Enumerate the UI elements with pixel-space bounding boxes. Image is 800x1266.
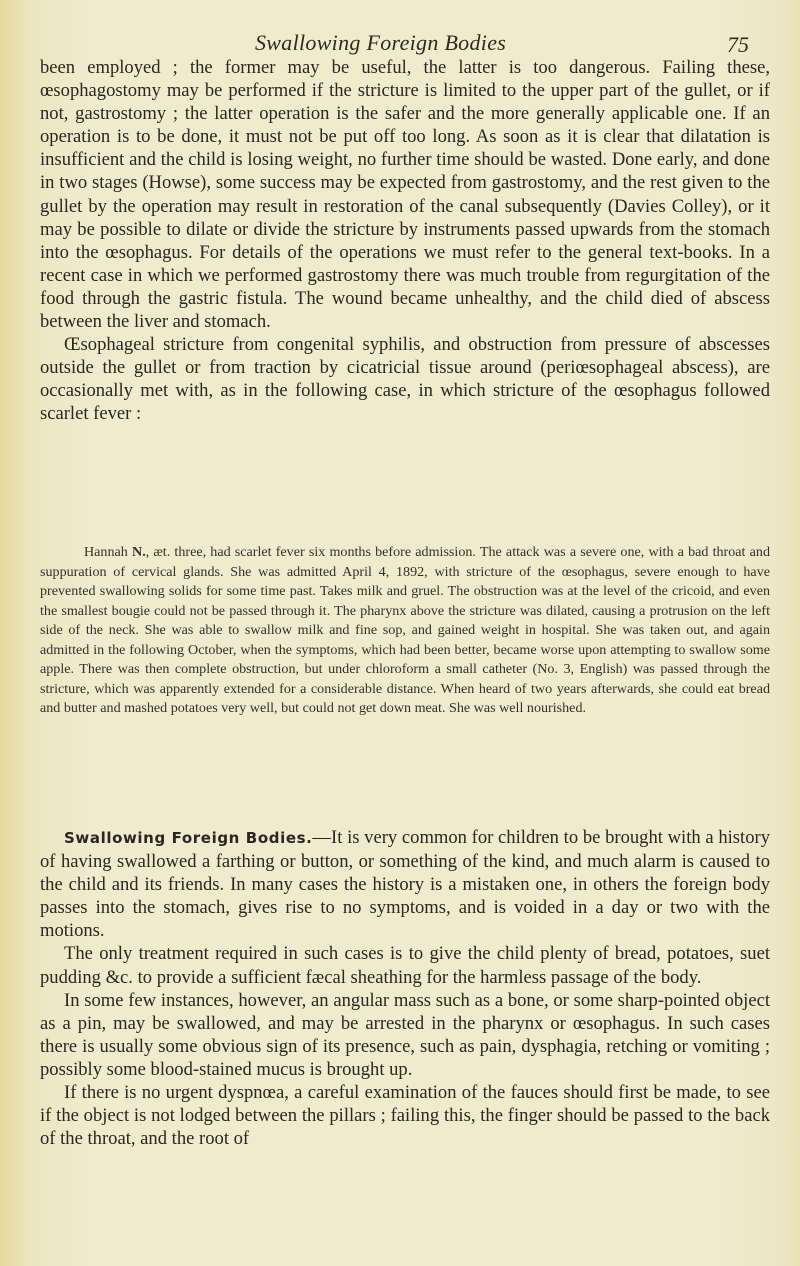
case-note-paragraph <box>40 543 770 719</box>
paragraph-examination: If there is no urgent dyspnœa, a careful examination of the fauces should first be made, to see if the object is not lodged between the pillars ; failing this, the finger should be passed to the back of the throat, and the root of <box>40 1082 770 1150</box>
paragraph-oesophageal-stricture: Œsophageal stricture from congenital syphilis, and obstruction from pressure of abscesses outside the gullet or from traction by cicatricial tissue around (periœsophageal abscess), are occasionally met with, as in the following case, in which stricture of the œsophagus followed scarlet fever : <box>40 334 770 425</box>
patient-initial: N. <box>132 544 146 560</box>
section-lead-paragraph <box>40 826 770 942</box>
paragraph-angular-mass: In some few instances, however, an angular mass such as a bone, or some sharp-pointed object as a pin, may be swallowed, and may be arrested in the pharynx or œsophagus. In such cases there is usually some obvious sign of its presence, such as pain, dysphagia, retching or vomiting ; possibly some blood-stained mucus is brought up. <box>40 989 770 1080</box>
section-lead-text: —It is very common for children to be brought with a history of having swallowed a farthing or button, or something of the kind, and much alarm is caused to the child and its friends. In many cases the history is a mistaken one, in others the foreign body passes into the stomach, gives rise to no symptoms, and is voided in a day or two with the motions. <box>40 827 770 942</box>
body-text-section <box>40 826 770 1150</box>
running-title: Swallowing Foreign Bodies <box>255 30 507 55</box>
case-note <box>40 543 770 719</box>
case-note-text: , æt. three, had scarlet fever six months before admission. The attack was a severe one, with a bad throat and suppuration of cervical glands. She was admitted April 4, 1892, with stricture of the œsophagus, severe enough to have prevented swallowing solids for some time past. Takes milk and gruel. The obstruction was at the level of the cricoid, and even the smallest bougie could not be passed through it. The pharynx above the stricture was dilated, causing a protrusion on the left side of the neck. She was able to swallow milk and fine sop, and gained weight in hospital. She was taken out, and again admitted in the following October, when the symptoms, which had been better, became worse upon attempting to swallow some apple. There was then complete obstruction, but under chloroform a small catheter (No. 3, English) was passed through the stricture, which was apparently extended for a considerable distance. When heard of two years afterwards, she could eat bread and butter and mashed potatoes very well, but could not get down meat. She was well nourished. <box>40 544 770 716</box>
section-heading: Swallowing Foreign Bodies. <box>64 829 313 847</box>
paragraph-treatment: The only treatment required in such cases is to give the child plenty of bread, potatoes, suet pudding &c. to provide a sufficient fæcal sheathing for the harmless passage of the body. <box>40 943 770 988</box>
page-number: 75 <box>727 32 749 57</box>
body-text-top <box>40 56 770 426</box>
patient-name: Hannah <box>84 544 128 560</box>
paragraph-continued: been employed ; the former may be useful, the latter is too dangerous. Failing these, œsophagostomy may be performed if the stricture is limited to the upper part of the gullet, or if not, gastrostomy ; the latter operation is the safer and the more generally applicable one. If an operation is to be done, it must not be put off too long. As soon as it is clear that dilatation is insufficient and the child is losing weight, no further time should be wasted. Done early, and done in two stages (Howse), some success may be expected from gastrostomy, and the rest given to the gullet by the operation may result in restoration of the canal subsequently (Davies Colley), or it may be possible to dilate or divide the stricture by instruments passed upwards from the stomach into the œsophagus. For details of the operations we must refer to the general text-books. In a recent case in which we performed gastrostomy there was much trouble from regurgitation of the food through the gastric fistula. The wound became unhealthy, and the child died of abscess between the liver and stomach. <box>40 57 770 333</box>
